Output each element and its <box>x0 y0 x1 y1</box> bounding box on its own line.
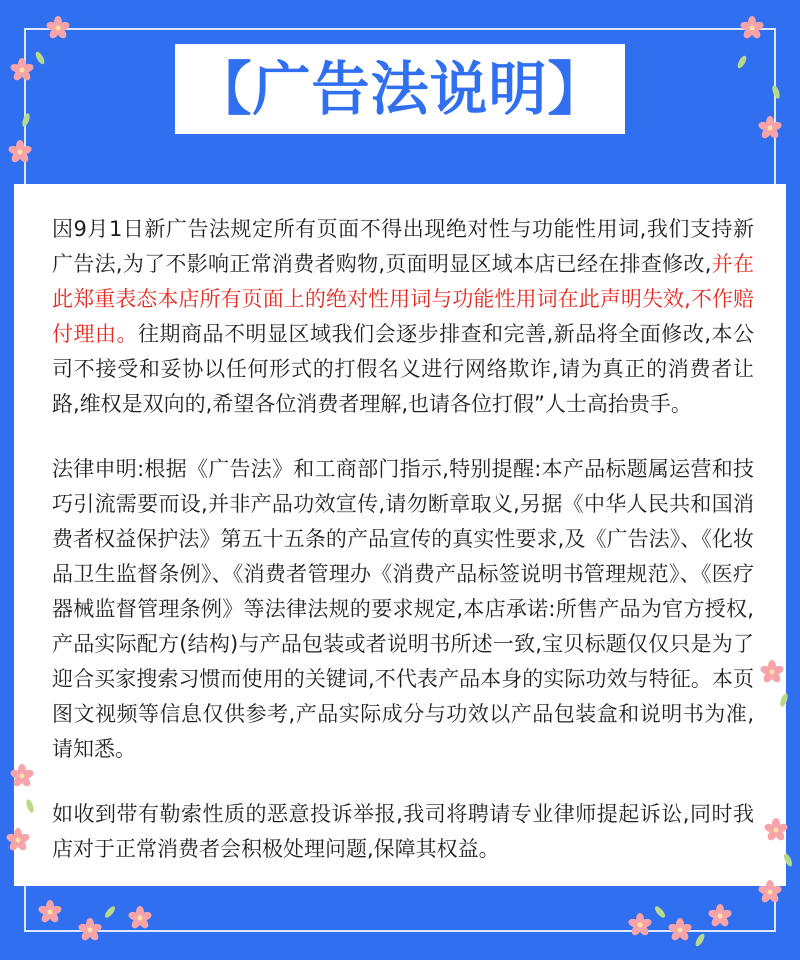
title-area <box>0 44 800 134</box>
leaf-icon <box>653 905 667 920</box>
flower-icon <box>77 918 102 942</box>
paragraph-notice <box>52 212 754 422</box>
paragraph-notice-text: 因9月1日新广告法规定所有页面不得出现绝对性与功能性用词,我们支持新广告法,为了不影响正常消费者购物,页面明显区域本店已经在排查修改, <box>52 217 754 276</box>
flower-icon <box>45 16 70 40</box>
notice-card <box>14 184 786 886</box>
flower-icon <box>7 140 32 164</box>
leaf-icon <box>694 932 706 947</box>
flower-icon <box>37 900 62 924</box>
flower-icon <box>127 906 152 930</box>
paragraph-legal-statement: 法律申明:根据《广告法》和工商部门指示,特别提醒:本产品标题属运营和技巧引流需要而设,并非产品功效宣传,请勿断章取义,另据《中华人民共和国消费者权益保护法》第五十五条的产品宣传的真实性要求,及《广告法》、《化妆品卫生监督条例》、《消费者管理办《消费产品标签说明书管理规范》、《医疗器械监督管理条例》等法律法规的要求规定,本店承诺:所售产品为官方授权,产品实际配方(结构)与产品包装或者说明书所述一致,宝贝标题仅仅只是为了迎合买家搜索习惯而使用的关键词,不代表产品本身的实际功效与特征。本页图文视频等信息仅供参考,产品实际成分与功效以产品包装盒和说明书为准,请知悉。 <box>52 457 754 761</box>
flower-icon <box>739 16 764 40</box>
flower-icon <box>707 904 732 928</box>
flower-icon <box>627 913 652 937</box>
flower-icon <box>667 918 692 942</box>
page-title: 【广告法说明】 <box>175 44 624 134</box>
paragraph-notice-continued: 往期商品不明显区域我们会逐步排查和完善,新品将全面修改,本公司不接受和妥协以任何形式的打假名义进行网络欺诈,请为真正的消费者让路,维权是双向的,希望各位消费者理解,也请各位打假”人士高抬贵手。 <box>52 322 755 416</box>
paragraph-complaint-policy: 如收到带有勒索性质的恶意投诉举报,我司将聘请专业律师提起诉讼,同时我店对于正常消费者会积极处理问题,保障其权益。 <box>52 802 754 861</box>
leaf-icon <box>103 905 117 920</box>
highlight-statement: 并在此郑重表态本店所有页面上的绝对性用词与功能性用词在此声明失效,不作赔付理由。 <box>52 252 754 346</box>
